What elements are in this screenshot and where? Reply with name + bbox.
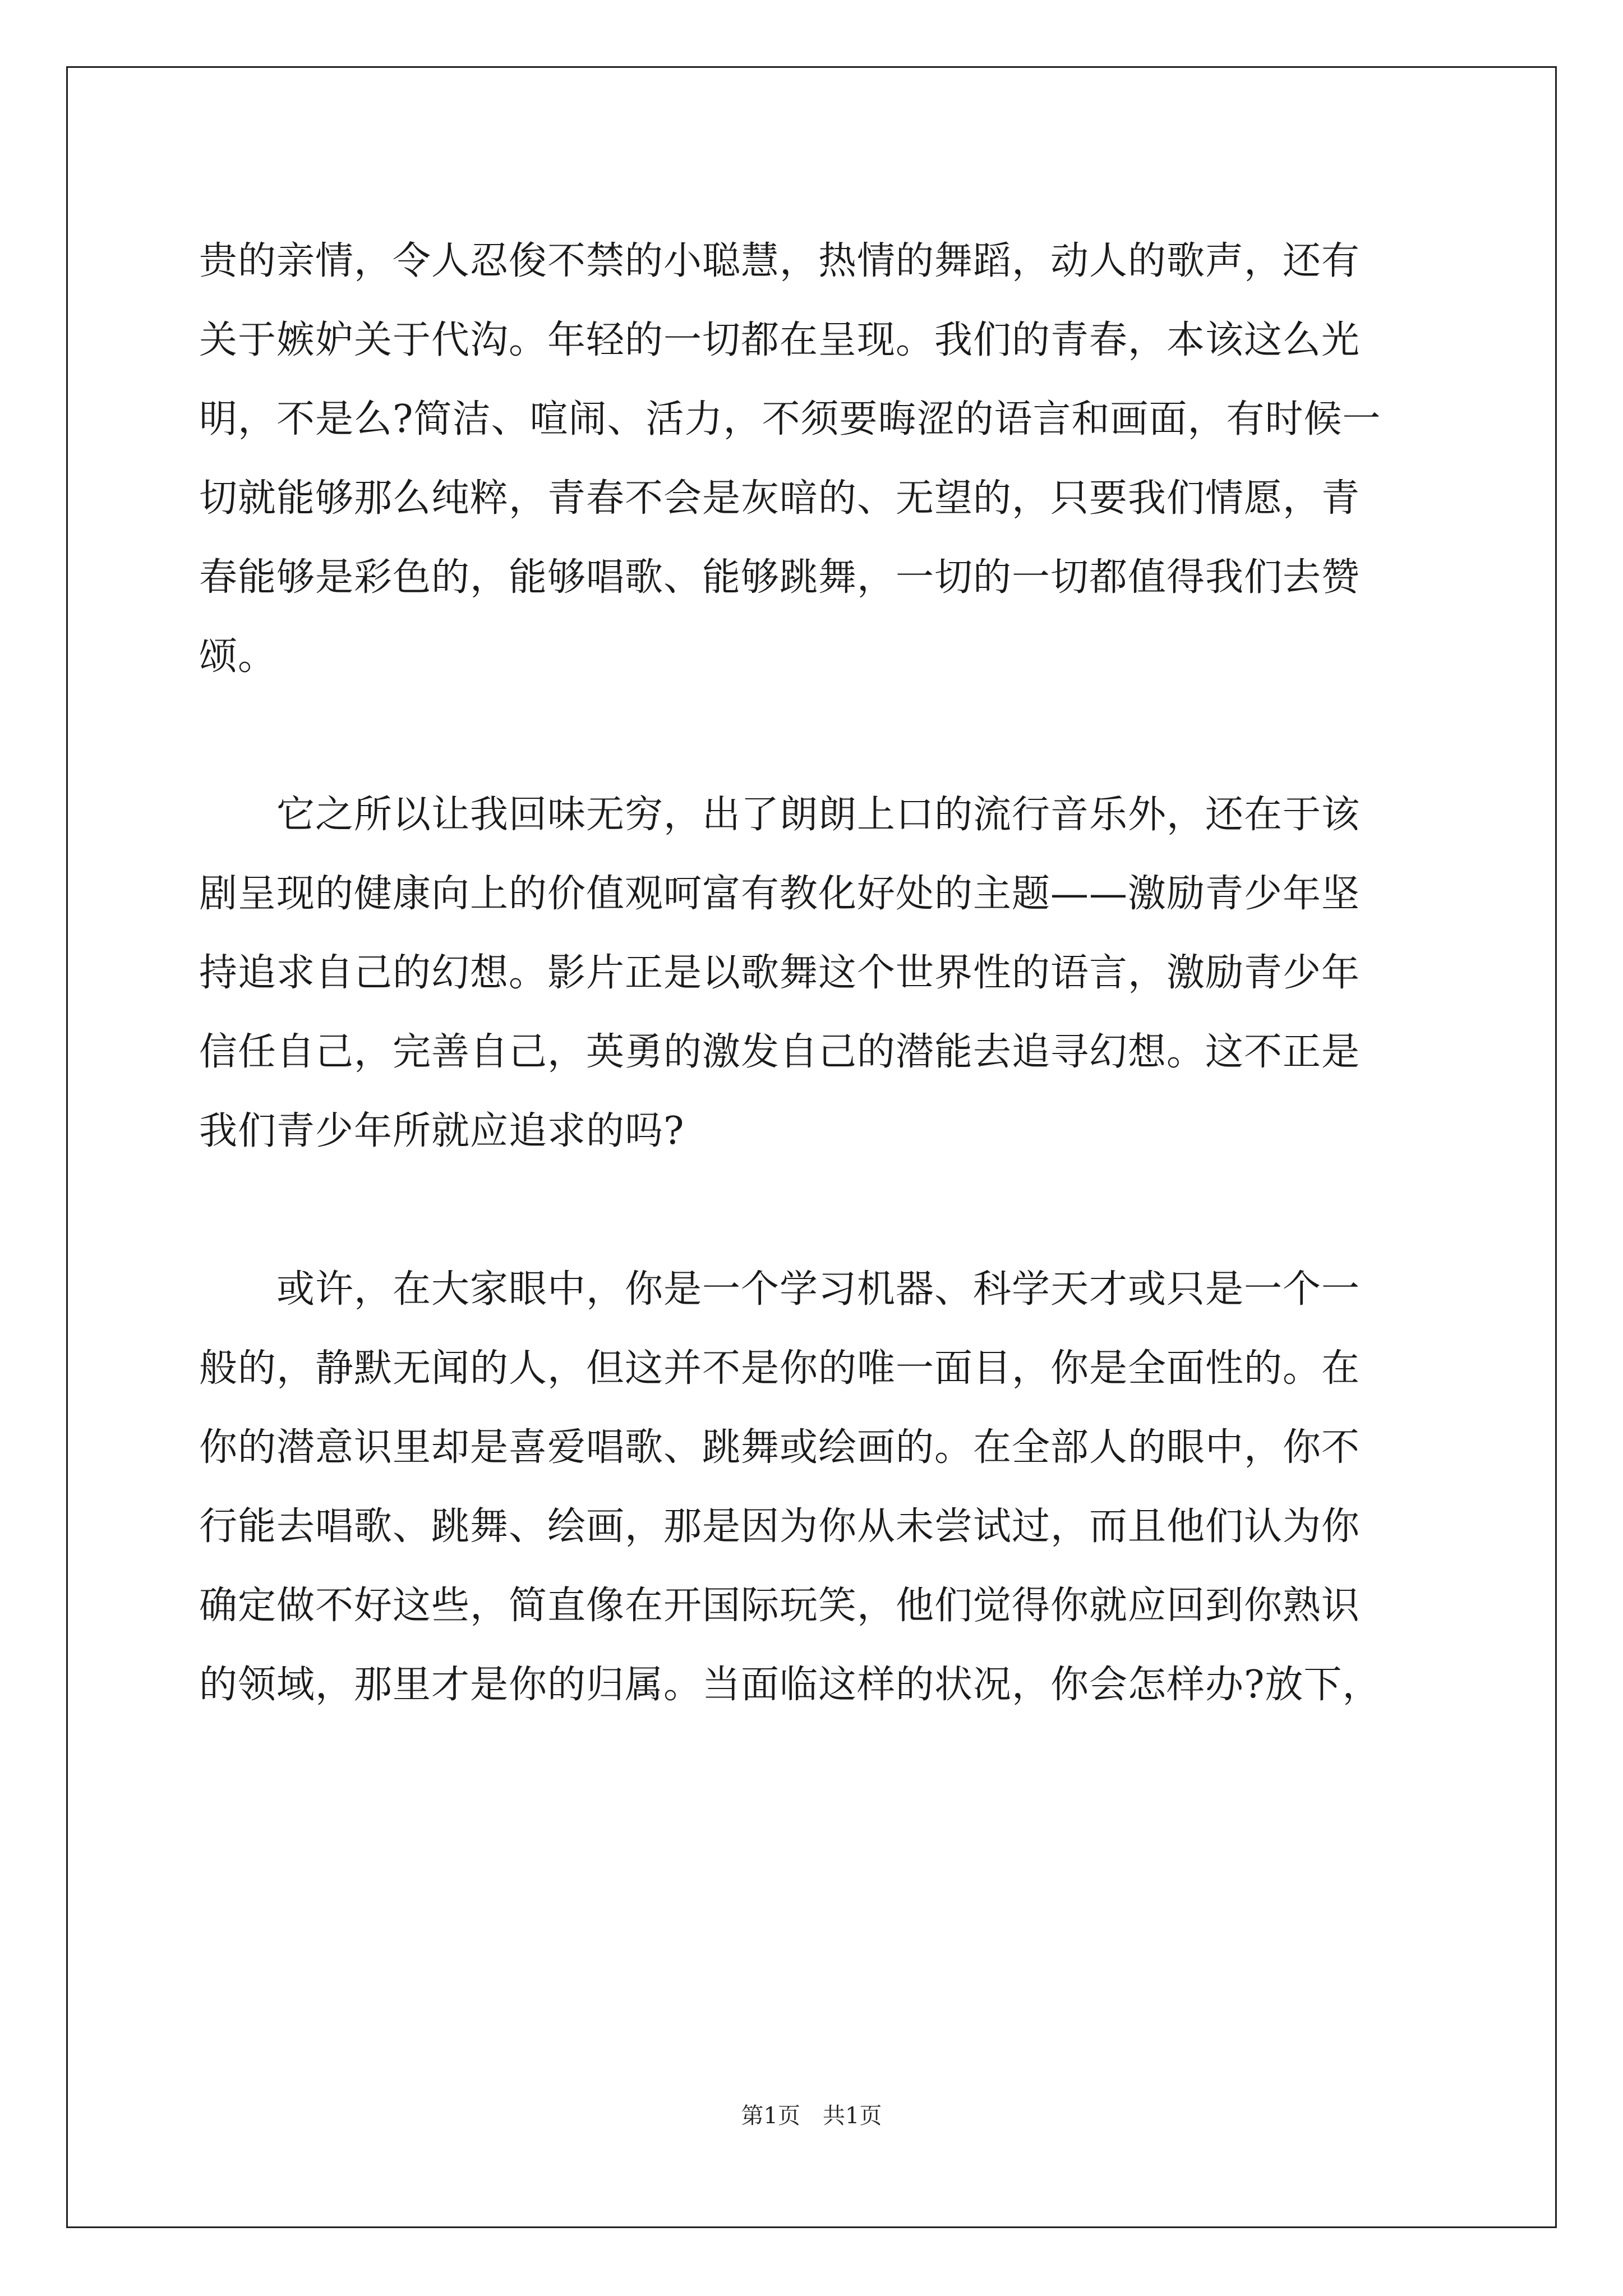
- text-line: 你的潜意识里却是喜爱唱歌、跳舞或绘画的。在全部人的眼中，你不: [199, 1425, 1361, 1470]
- page-footer: 第1页 共1页: [741, 2103, 882, 2129]
- paragraph: [199, 222, 1427, 696]
- text-line: 切就能够那么纯粹，青春不会是灰暗的、无望的，只要我们情愿，青: [199, 476, 1361, 521]
- paragraph: [199, 1250, 1427, 1724]
- text-line: 般的，静默无闻的人，但这并不是你的唯一面目，你是全面性的。在: [199, 1346, 1361, 1391]
- text-line: 颂。: [199, 634, 277, 679]
- text-line: 的领域，那里才是你的归属。当面临这样的状况，你会怎样办?放下，: [199, 1663, 1381, 1707]
- paragraph-gap: [199, 696, 1427, 775]
- text-line: 关于嫉妒关于代沟。年轻的一切都在呈现。我们的青春，本该这么光: [199, 318, 1361, 362]
- paragraph-gap: [199, 1171, 1427, 1250]
- text-line: 或许，在大家眼中，你是一个学习机器、科学天才或只是一个一: [199, 1267, 1361, 1312]
- text-line: 持追求自己的幻想。影片正是以歌舞这个世界性的语言，激励青少年: [199, 951, 1361, 995]
- text-line: 确定做不好这些，简直像在开国际玩笑，他们觉得你就应回到你熟识: [199, 1584, 1361, 1628]
- paragraph: [199, 775, 1427, 1171]
- text-line: 我们青少年所就应追求的吗?: [199, 1109, 685, 1153]
- text-line: 剧呈现的健康向上的价值观呵富有教化好处的主题——激励青少年坚: [199, 872, 1361, 916]
- text-line: 它之所以让我回味无穷，出了朗朗上口的流行音乐外，还在于该: [199, 793, 1361, 837]
- text-line: 明，不是么?简洁、喧闹、活力，不须要晦涩的语言和画面，有时候一: [199, 397, 1381, 441]
- document-body: [199, 222, 1427, 1724]
- text-line: 春能够是彩色的，能够唱歌、能够跳舞，一切的一切都值得我们去赞: [199, 555, 1361, 600]
- text-line: 贵的亲情，令人忍俊不禁的小聪慧，热情的舞蹈，动人的歌声，还有: [199, 239, 1361, 283]
- text-line: 行能去唱歌、跳舞、绘画，那是因为你从未尝试过，而且他们认为你: [199, 1504, 1361, 1549]
- text-line: 信任自己，完善自己，英勇的激发自己的潜能去追寻幻想。这不正是: [199, 1030, 1361, 1074]
